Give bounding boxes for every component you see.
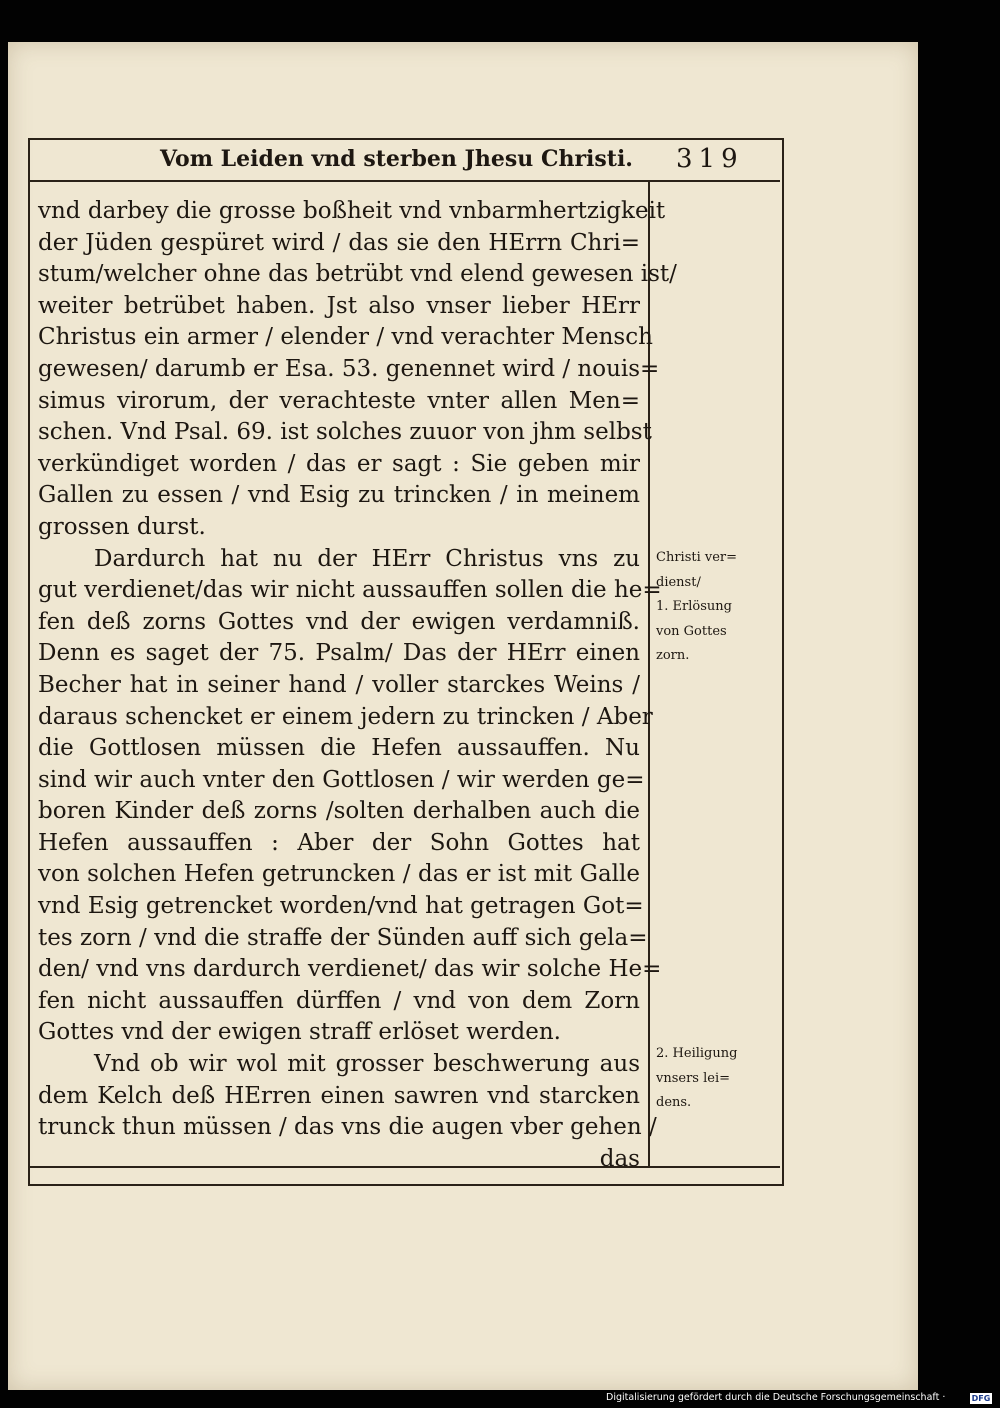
text-line: Gallen zu essen / vnd Esig zu trincken / in meinem bbox=[38, 482, 640, 509]
text-line: grossen durst. bbox=[38, 513, 206, 540]
text-line: vnd darbey die grosse boßheit vnd vnbarmhertzigkeit bbox=[38, 198, 666, 224]
text-line: Becher hat in seiner hand / voller starckes Weins / bbox=[38, 671, 640, 698]
text-line: Hefen aussauffen : Aber der Sohn Gottes hat bbox=[38, 829, 640, 856]
margin-note-line: dens. bbox=[656, 1095, 692, 1110]
text-line: weiter betrübet haben. Jst also vnser lieber HErr bbox=[38, 292, 640, 319]
catchword: das bbox=[599, 1145, 640, 1172]
margin-note-line: zorn. bbox=[656, 648, 690, 663]
text-line: dem Kelch deß HErren einen sawren vnd starcken bbox=[38, 1082, 640, 1109]
text-line: von solchen Hefen getruncken / das er ist mit Galle bbox=[38, 861, 640, 888]
text-line: Dardurch hat nu der HErr Christus vns zu bbox=[94, 545, 640, 572]
text-line: daraus schencket er einem jedern zu trincken / Aber bbox=[38, 703, 653, 730]
dfg-logo[interactable]: DFG bbox=[971, 1394, 991, 1403]
funding-credit: Digitalisierung gefördert durch die Deutsche Forschungsgemeinschaft · bbox=[606, 1392, 946, 1403]
margin-note-line: dienst/ bbox=[656, 574, 701, 590]
margin-note-line: 2. Heiligung bbox=[656, 1046, 738, 1061]
text-line: simus virorum, der verachteste vnter allen Men= bbox=[38, 387, 640, 414]
text-line: boren Kinder deß zorns /solten derhalben auch die bbox=[38, 798, 640, 825]
margin-note-line: Christi ver= bbox=[656, 550, 738, 565]
text-line: fen nicht aussauffen dürffen / vnd von dem Zorn bbox=[38, 987, 640, 1014]
text-line: vnd Esig getrencket worden/vnd hat getragen Got= bbox=[38, 893, 644, 920]
text-line: den/ vnd vns dardurch verdienet/ das wir solche He= bbox=[38, 956, 662, 983]
text-line: der Jüden gespüret wird / das sie den HErrn Chri= bbox=[38, 229, 640, 256]
text-line: gut verdienet/das wir nicht aussauffen sollen die he= bbox=[38, 577, 662, 604]
text-line: trunck thun müssen / das vns die augen vber gehen / bbox=[38, 1114, 657, 1141]
text-line: Vnd ob wir wol mit grosser beschwerung aus bbox=[94, 1051, 640, 1078]
page-number: 319 bbox=[676, 144, 744, 174]
margin-note-line: vnsers lei= bbox=[656, 1070, 731, 1086]
margin-note bbox=[656, 1042, 774, 1116]
text-line: tes zorn / vnd die straffe der Sünden auff sich gela= bbox=[38, 924, 648, 951]
text-line: verkündiget worden / das er sagt : Sie geben mir bbox=[38, 450, 640, 477]
margin-note-line: 1. Erlösung bbox=[656, 599, 732, 614]
text-line: sind wir auch vnter den Gottlosen / wir werden ge= bbox=[38, 766, 645, 793]
text-line: gewesen/ darumb er Esa. 53. genennet wird / nouis= bbox=[38, 355, 660, 382]
text-line: die Gottlosen müssen die Hefen aussauffen. Nu bbox=[38, 735, 640, 762]
text-line: schen. Vnd Psal. 69. ist solches zuuor von jhm selbst bbox=[38, 419, 652, 446]
text-line: Denn es saget der 75. Psalm/ Das der HErr einen bbox=[38, 640, 640, 667]
text-line: stum/welcher ohne das betrübt vnd elend gewesen ist/ bbox=[38, 261, 677, 288]
text-line: fen deß zorns Gottes vnd der ewigen verdamniß. bbox=[38, 608, 640, 635]
running-title: Vom Leiden vnd sterben Jhesu Christi. bbox=[160, 146, 633, 172]
margin-note bbox=[656, 546, 774, 669]
text-line: Christus ein armer / elender / vnd verachter Mensch bbox=[38, 324, 653, 351]
margin-note-line: von Gottes bbox=[656, 623, 727, 639]
header-rule bbox=[28, 180, 780, 182]
text-line: Gottes vnd der ewigen straff erlöset werden. bbox=[38, 1019, 561, 1046]
